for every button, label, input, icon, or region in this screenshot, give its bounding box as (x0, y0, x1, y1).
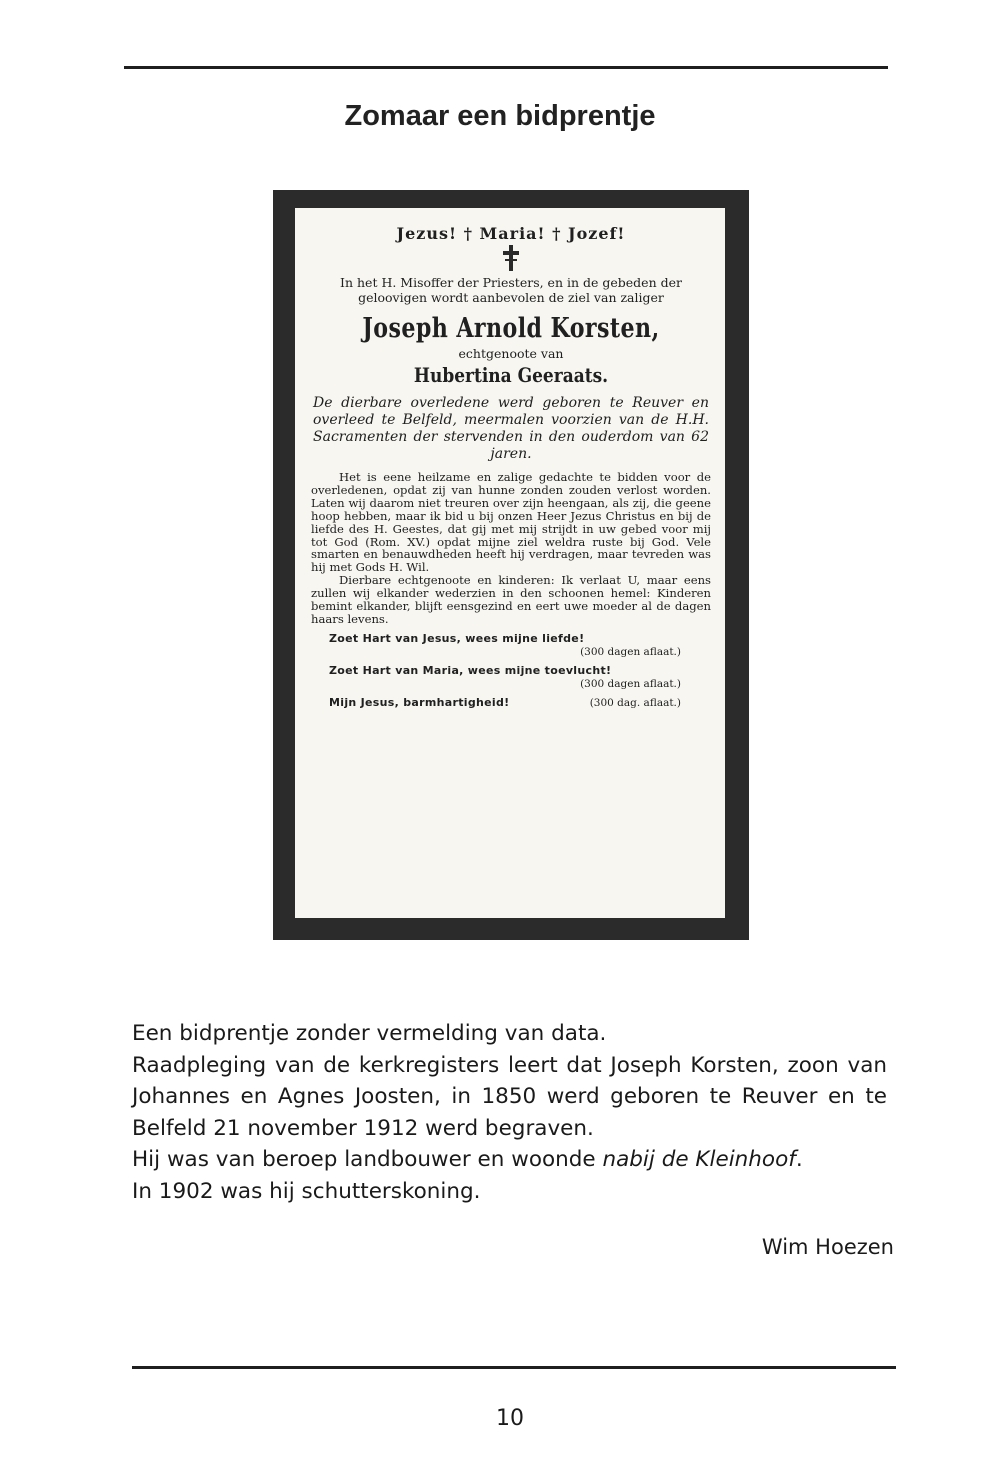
card-prayer: Zoet Hart van Maria, wees mijne toevlucht! (329, 663, 612, 677)
prayer-card-inner (295, 208, 725, 918)
body-paragraph (132, 1050, 887, 1145)
page-title: Zomaar een bidprentje (344, 100, 656, 132)
body-text (132, 1018, 887, 1207)
card-bio: De dierbare overledene werd geboren te Reuver en overleed te Belfeld, meermalen voorzien van de H.H. Sacramenten der stervenden in den ouderdom van 62 jaren. (313, 395, 709, 462)
body-line: Een bidprentje zonder vermelding van data. (132, 1021, 607, 1046)
card-text-farewell: Dierbare echtgenoote en kinderen: Ik verlaat U, maar eens zullen wij elkander wederzien in den schoonen hemel: Kinderen bemint elkander, blijft eensgezind en eert uwe moeder al de dagen haars levens. (311, 573, 711, 626)
body-line-farm-suffix: . (795, 1147, 803, 1172)
bottom-rule (132, 1366, 896, 1369)
top-rule (124, 66, 888, 69)
author-name: Wim Hoezen (761, 1235, 894, 1259)
prayer-card (273, 190, 749, 940)
card-prayer-indulgence: (300 dag. aflaat.) (589, 696, 681, 709)
cross-icon (502, 245, 520, 271)
card-prayer: Mijn Jesus, barmhartigheid! (329, 695, 510, 709)
spouse-label: echtgenoote van (458, 346, 564, 361)
body-paragraph-text: Raadpleging van de kerkregisters leert dat Joseph Korsten, zoon van Johannes en Agnes Joosten, in 1850 werd geboren te Reuver en te Belfeld 21 november 1912 werd begraven. (132, 1052, 887, 1141)
card-header: Jezus! † Maria! † Jozef! (396, 224, 626, 243)
deceased-name: Joseph Arnold Korsten, (362, 313, 660, 344)
spouse-name: Hubertina Geeraats. (413, 363, 609, 387)
card-text-prayer: Het is eene heilzame en zalige gedachte te bidden voor de overledenen, opdat zij van hunne zonden zouden verlost worden. Laten wij daarom niet treuren over zijn heengaan, als zij, die geene hoop hebben, maar ik bid u bij onzen Heer Jezus Christus en bij de liefde des H. Geestes, dat gij met mij strijdt in uw gebed voor mij tot God (Rom. XV.) opdat mijne ziel weldra ruste bij God. Vele smarten en benauwdheden heeft hij verdragen, maar tevreden was hij met Gods H. Wil. (311, 470, 711, 575)
card-prayer-indulgence: (300 dagen aflaat.) (580, 677, 681, 690)
body-line-farm-prefix: Hij was van beroep landbouwer en woonde (132, 1147, 603, 1172)
body-line-farm-place: nabij de Kleinhoof (602, 1147, 796, 1172)
card-intro: In het H. Misoffer der Priesters, en in de gebeden der geloovigen wordt aanbevolen de ziel van zaliger (340, 275, 682, 305)
card-prayer: Zoet Hart van Jesus, wees mijne liefde! (329, 631, 585, 645)
body-line (132, 1144, 887, 1176)
card-prayer-indulgence: (300 dagen aflaat.) (580, 645, 681, 658)
page-number: 10 (496, 1406, 524, 1431)
body-line: In 1902 was hij schutterskoning. (132, 1178, 481, 1204)
